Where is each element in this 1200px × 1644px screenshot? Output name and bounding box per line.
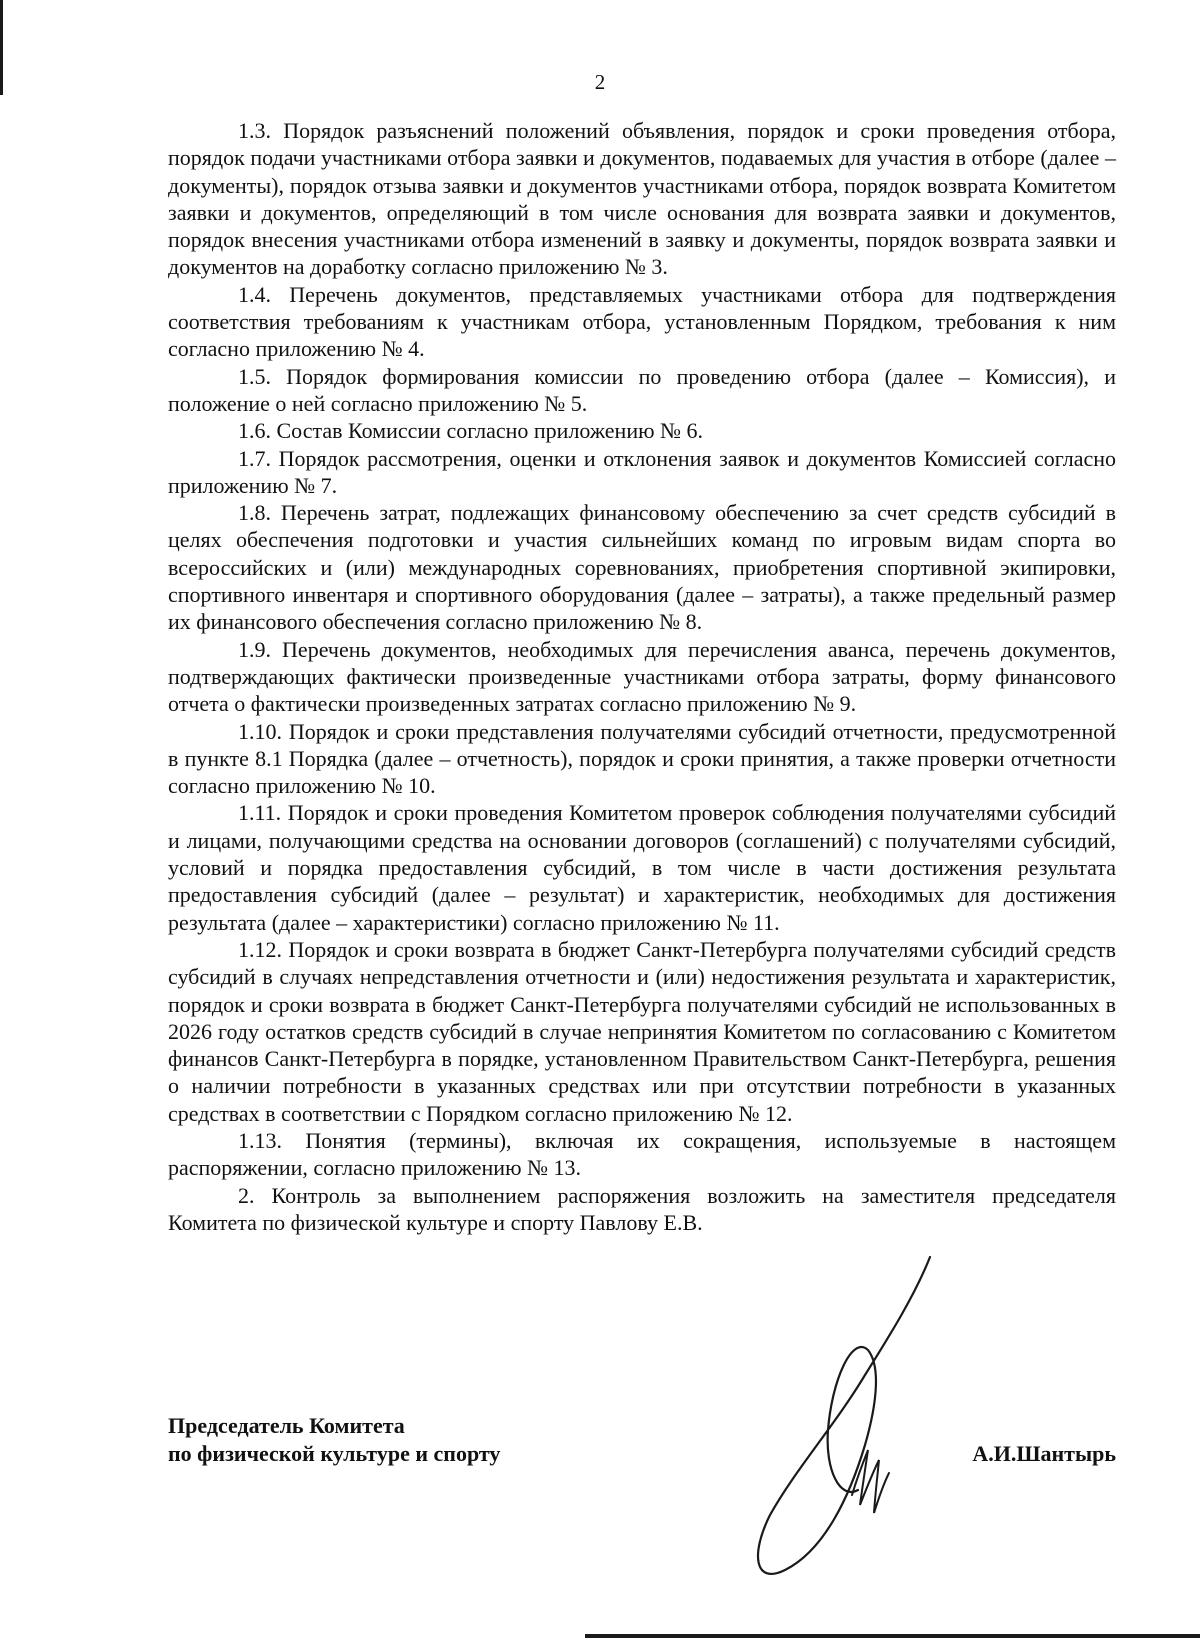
paragraph-1-5: 1.5. Порядок формирования комиссии по проведению отбора (далее – Комиссия), и положение о ней согласно приложению № 5. [168, 363, 1116, 416]
paragraph-1-10: 1.10. Порядок и сроки представления получателями субсидий отчетности, предусмотренной в пункте 8.1 Порядка (далее – отчетность), порядок и сроки принятия, а также проверки отчетности согласно приложению № 10. [168, 718, 1116, 799]
paragraph-1-12: 1.12. Порядок и сроки возврата в бюджет Санкт-Петербурга получателями субсидий средств субсидий в случаях непредставления отчетности и (или) недостижения результата и характеристик, порядок и сроки возврата в бюджет Санкт-Петербурга получателями субсидий не использованных в 2026 году остатков средств субсидий в случае непринятия Комитетом по согласованию с Комитетом финансов Санкт-Петербурга в порядке, установленном Правительством Санкт-Петербурга, решения о наличии потребности в указанных средствах или при отсутствии потребности в указанных средствах в соответствии с Порядком согласно приложению № 12. [168, 936, 1116, 1126]
paragraph-1-6: 1.6. Состав Комиссии согласно приложению № 6. [238, 418, 704, 444]
paragraph-1-13: 1.13. Понятия (термины), включая их сокращения, используемые в настоящем распоряжении, согласно приложению № 13. [168, 1127, 1116, 1181]
paragraph-2: 2. Контроль за выполнением распоряжения возложить на заместителя председателя Комитета по физической культуре и спорту Павлову Е.В. [168, 1182, 1116, 1235]
signatory-title-line-1: Председатель Комитета [168, 1413, 405, 1438]
paragraph-1-8: 1.8. Перечень затрат, подлежащих финансовому обеспечению за счет средств субсидий в целях обеспечения подготовки и участия сильнейших команд по игровым видам спорта во всероссийских и (или) международных соревнованиях, приобретения спортивной экипировки, спортивного инвентаря и спортивного оборудования (далее – затраты), а также предельный размер их финансового обеспечения согласно приложению № 8. [168, 500, 1116, 635]
scan-bottom-line [585, 1634, 1200, 1638]
page-number: 2 [594, 70, 606, 94]
paragraph-1-9: 1.9. Перечень документов, необходимых для перечисления аванса, перечень документов, подтверждающих фактически произведенные участниками отбора затраты, форму финансового отчета о фактически произведенных затратах согласно приложению № 9. [168, 636, 1116, 717]
paragraph-1-11: 1.11. Порядок и сроки проведения Комитетом проверок соблюдения получателями субсидий и лицами, получающими средства на основании договоров (соглашений) с получателями субсидий, условий и порядка предоставления субсидий, в том числе в части достижения результата предоставления субсидий (далее – результат) и характеристик, необходимых для достижения результата (далее – характеристики) согласно приложению № 11. [168, 800, 1116, 935]
paragraph-1-3: 1.3. Порядок разъяснений положений объявления, порядок и сроки проведения отбора, порядок подачи участниками отбора заявки и документов, подаваемых для участия в отборе (далее – документы), порядок отзыва заявки и документов участниками отбора, порядок возврата Комитетом заявки и документов, определяющий в том числе основания для возврата заявки и документов, порядок внесения участниками отбора изменений в заявку и документы, порядок возврата заявки и документов на доработку согласно приложению № 3. [168, 118, 1116, 280]
handwritten-signature [740, 1255, 980, 1585]
paragraph-1-7: 1.7. Порядок рассмотрения, оценки и отклонения заявок и документов Комиссией согласно приложению № 7. [168, 445, 1116, 498]
signatory-title-line-2: по физической культуре и спорту [168, 1441, 501, 1466]
document-body [168, 117, 1116, 1236]
signatory-name: А.И.Шантырь [972, 1441, 1116, 1466]
paragraph-1-4: 1.4. Перечень документов, представляемых участниками отбора для подтверждения соответствия требованиям к участникам отбора, установленным Порядком, требования к ним согласно приложению № 4. [168, 281, 1116, 362]
